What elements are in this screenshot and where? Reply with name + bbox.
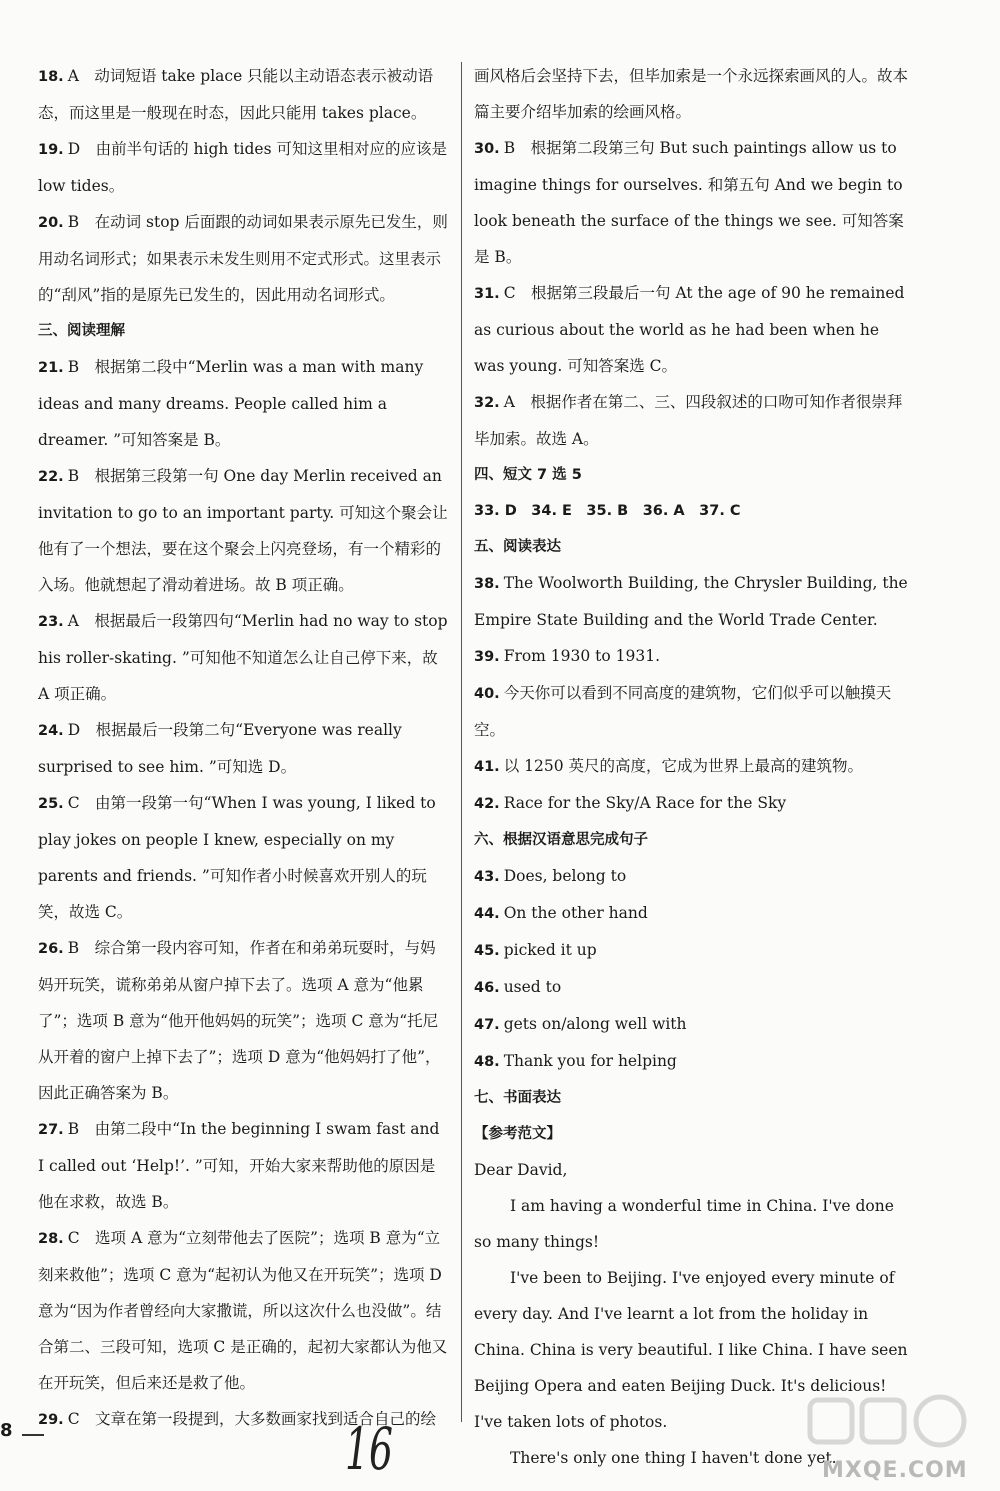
- answer-item: [38, 58, 448, 131]
- page-number: 8: [0, 1420, 13, 1441]
- answer-item: [38, 603, 448, 712]
- answer-text: gets on/along well with: [503, 1015, 687, 1033]
- answer-text: From 1930 to 1931.: [503, 647, 661, 665]
- answer-text: B 根据第二段中“Merlin was a man with many ideas and many dreams. People called him a dreamer. ”可知答案是 B。: [38, 358, 424, 449]
- answer-text: 今天你可以看到不同高度的建筑物，它们似乎可以触摸天空。: [474, 684, 892, 739]
- answer-item: [474, 969, 910, 1006]
- question-number: 20.: [38, 215, 64, 231]
- answer-item: [474, 785, 910, 822]
- answer-text: used to: [503, 978, 562, 996]
- answer-text: D 根据最后一段第二句“Everyone was really surprised to see him. ”可知选 D。: [38, 721, 402, 776]
- question-number: 38.: [474, 576, 500, 592]
- question-number: 22.: [38, 469, 64, 485]
- answer-text: The Woolworth Building, the Chrysler Building, the Empire State Building and the World Trade Center.: [474, 574, 908, 629]
- answer-item: [38, 712, 448, 785]
- answer-text: D 由前半句话的 high tides 可知这里相对应的应该是 low tides。: [38, 140, 447, 195]
- question-number: 21.: [38, 360, 64, 376]
- handwritten-number: 16: [345, 1415, 393, 1483]
- answer-item: [474, 1043, 910, 1080]
- answer-text: A 根据最后一段第四句“Merlin had no way to stop his roller-skating. ”可知他不知道怎么让自己停下来，故 A 项正确。: [38, 612, 448, 703]
- essay-paragraph: There's only one thing I haven't done yet.: [510, 1449, 837, 1467]
- right-column: [474, 58, 910, 1476]
- answer-text: B 根据第二段第三句 But such paintings allow us to imagine things for ourselves. 和第五句 And we begin to look beneath the surface of the things we see. 可知答案是 B。: [474, 139, 904, 266]
- answer-item: [474, 384, 910, 457]
- question-number: 39.: [474, 649, 500, 665]
- question-number: 28.: [38, 1231, 64, 1247]
- answer-text: Race for the Sky/A Race for the Sky: [503, 794, 787, 812]
- question-number: 40.: [474, 686, 500, 702]
- section-heading: 五、阅读表达: [474, 539, 561, 555]
- essay-paragraph: I've been to Beijing. I've enjoyed every minute of every day. And I've learnt a lot from the holiday in China. China is very beautiful. I like China. I have seen Beijing Opera and eaten Beijing Duck. It's delicious! I've taken lots of photos.: [474, 1269, 908, 1431]
- answer-item: [474, 748, 910, 785]
- question-number: 25.: [38, 796, 64, 812]
- answer-text: 以 1250 英尺的高度，它成为世界上最高的建筑物。: [503, 757, 863, 775]
- answer-text: picked it up: [503, 941, 597, 959]
- answer-text: B 综合第一段内容可知，作者在和弟弟玩耍时，与妈妈开玩笑，谎称弟弟从窗户掉下去了。选项 A 意为“他累了”；选项 B 意为“他开他妈妈的玩笑”；选项 C 意为“托尼从开着的窗户上掉下去了”；选项 D 意为“他妈妈打了他”，因此正确答案为 B。: [38, 939, 441, 1102]
- question-number: 48.: [474, 1054, 500, 1070]
- question-number: 27.: [38, 1122, 64, 1138]
- answer-item: [474, 932, 910, 969]
- page-number-dash: [22, 1434, 44, 1436]
- answer-text: A 根据作者在第二、三、四段叙述的口吻可知作者很崇拜毕加索。故选 A。: [474, 393, 903, 448]
- essay-paragraph: I am having a wonderful time in China. I've done so many things!: [474, 1197, 894, 1251]
- answer-text: A 动词短语 take place 只能以主动语态表示被动语态，而这里是一般现在时态，因此只能用 takes place。: [38, 67, 434, 122]
- answer-text: Thank you for helping: [503, 1052, 677, 1070]
- answer-item: [38, 1111, 448, 1220]
- answer-item: [38, 131, 448, 204]
- question-number: 24.: [38, 723, 64, 739]
- answer-text: B 在动词 stop 后面跟的动词如果表示原先已发生，则用动名词形式；如果表示未发生则用不定式形式。这里表示的“刮风”指的是原先已发生的，因此用动名词形式。: [38, 213, 448, 304]
- question-number: 32.: [474, 395, 500, 411]
- continued-text: 画风格后会坚持下去，但毕加索是一个永远探索画风的人。故本篇主要介绍毕加索的绘画风格。: [474, 67, 909, 121]
- answer-text: Does, belong to: [503, 867, 627, 885]
- question-number: 47.: [474, 1017, 500, 1033]
- continued-text: Dear David,: [474, 1161, 568, 1179]
- section-heading: 四、短文 7 选 5: [474, 467, 582, 483]
- answer-item: [38, 930, 448, 1111]
- question-number: 26.: [38, 941, 64, 957]
- question-number: 19.: [38, 142, 64, 158]
- question-number: 46.: [474, 980, 500, 996]
- answer-item: [474, 638, 910, 675]
- question-number: 31.: [474, 286, 500, 302]
- answer-item: [474, 858, 910, 895]
- answer-text: C 根据第三段最后一句 At the age of 90 he remained as curious about the world as he had been when he was young. 可知答案选 C。: [474, 284, 905, 375]
- answer-row: 33. D 34. E 35. B 36. A 37. C: [474, 503, 741, 519]
- question-number: 29.: [38, 1412, 64, 1428]
- answer-text: C 由第一段第一句“When I was young, I liked to play jokes on people I knew, especially on my parents and friends. ”可知作者小时候喜欢开别人的玩笑，故选 C。: [38, 794, 436, 921]
- column-divider: [461, 62, 462, 1422]
- answer-item: [38, 349, 448, 458]
- answer-item: [38, 204, 448, 313]
- answer-item: [38, 1220, 448, 1401]
- section-heading: 六、根据汉语意思完成句子: [474, 832, 648, 848]
- answer-text: C 文章在第一段提到，大多数画家找到适合自己的绘: [67, 1410, 437, 1428]
- watermark-text: MXQE.COM: [822, 1458, 968, 1483]
- left-column: [38, 58, 448, 1438]
- answer-text: B 根据第三段第一句 One day Merlin received an invitation to go to an important party. 可知这个聚会让他有了一个想法，要在这个聚会上闪亮登场，有一个精彩的入场。他就想起了滑动着进场。故 B 项正确。: [38, 467, 448, 594]
- question-number: 43.: [474, 869, 500, 885]
- answer-text: C 选项 A 意为“立刻带他去了医院”；选项 B 意为“立刻来救他”；选项 C 意为“起初认为他又在开玩笑”；选项 D 意为“因为作者曾经向大家撒谎，所以这次什么也没做”。结合第二、三段可知，选项 C 是正确的，起初大家都认为他又在开玩笑，但后来还是救了他。: [38, 1229, 448, 1392]
- answer-item: [474, 1006, 910, 1043]
- answer-item: [474, 895, 910, 932]
- question-number: 18.: [38, 69, 64, 85]
- answer-text: B 由第二段中“In the beginning I swam fast and I called out ‘Help!’. ”可知，开始大家来帮助他的原因是他在求救，故选 B。: [38, 1120, 440, 1211]
- section-heading: 三、阅读理解: [38, 323, 125, 339]
- question-number: 44.: [474, 906, 500, 922]
- answer-item: [474, 675, 910, 748]
- answer-item: [474, 275, 910, 384]
- question-number: 41.: [474, 759, 500, 775]
- section-heading: 七、书面表达: [474, 1090, 561, 1106]
- question-number: 45.: [474, 943, 500, 959]
- answer-item: [38, 785, 448, 930]
- section-heading: 【参考范文】: [474, 1126, 561, 1142]
- answer-item: [474, 565, 910, 638]
- question-number: 30.: [474, 141, 500, 157]
- answer-item: [38, 458, 448, 603]
- answer-item: [474, 130, 910, 275]
- question-number: 23.: [38, 614, 64, 630]
- question-number: 42.: [474, 796, 500, 812]
- answer-text: On the other hand: [503, 904, 648, 922]
